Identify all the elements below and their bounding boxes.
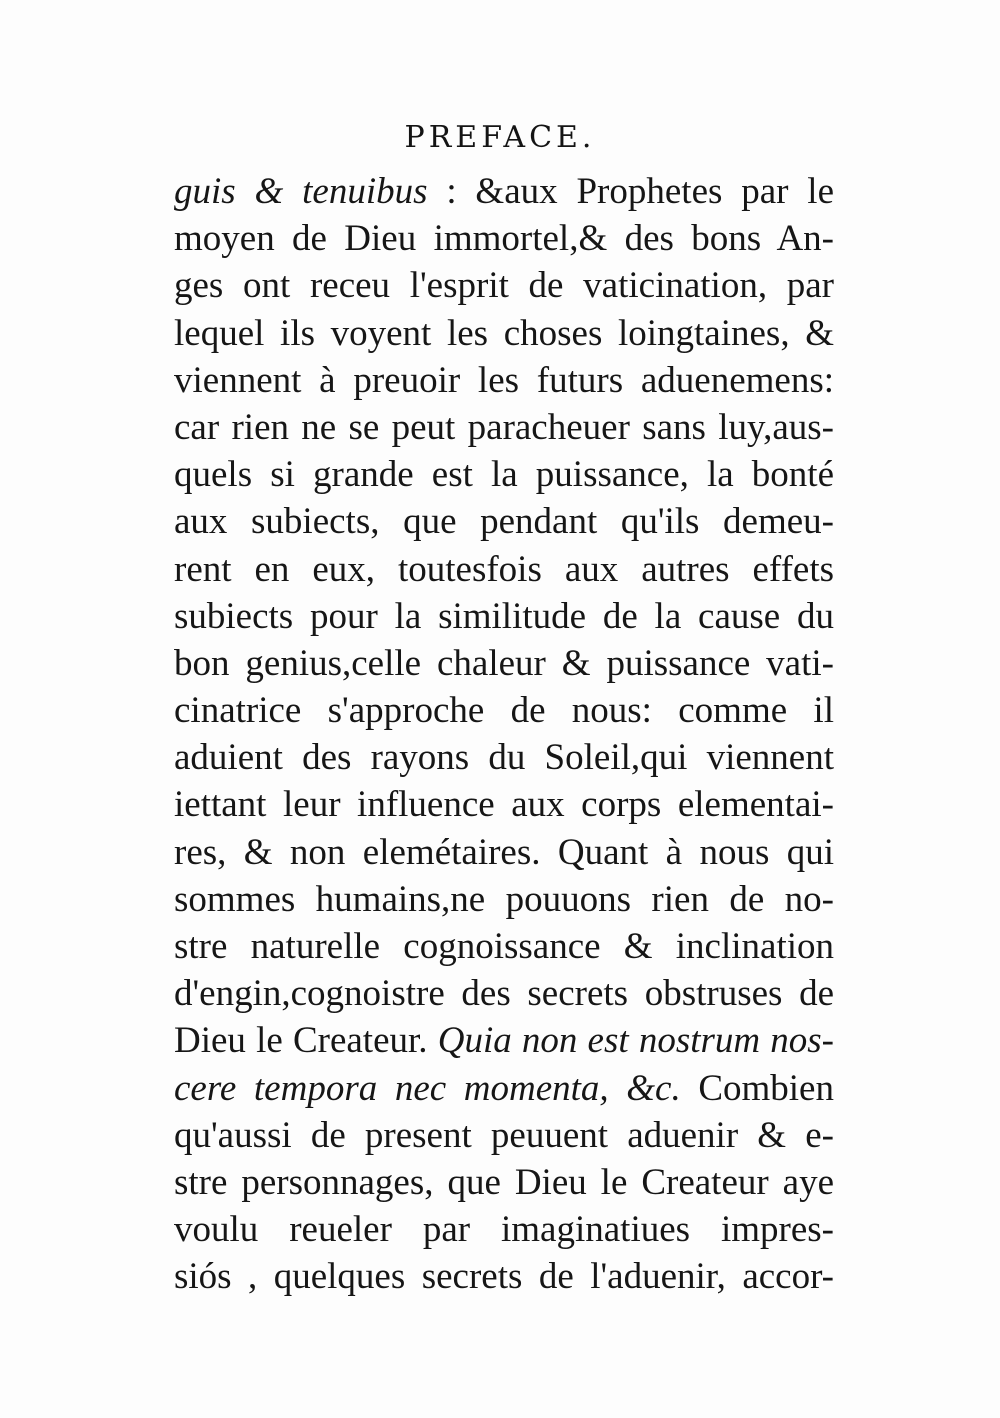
text-line bbox=[174, 781, 834, 828]
roman-text: siós , quelques secrets de l'aduenir, accor- bbox=[174, 1256, 834, 1298]
roman-text: subiects pour la similitude de la cause du bbox=[174, 595, 834, 637]
text-line bbox=[174, 970, 834, 1017]
text-line bbox=[174, 215, 834, 262]
roman-text: iettant leur influence aux corps elementai- bbox=[174, 784, 834, 826]
text-line bbox=[174, 357, 834, 404]
text-line bbox=[174, 1112, 834, 1159]
roman-text: cinatrice s'approche de nous: comme il bbox=[174, 690, 834, 732]
roman-text: aux subiects, que pendant qu'ils demeu- bbox=[174, 501, 834, 543]
roman-text: quels si grande est la puissance, la bonté bbox=[174, 454, 834, 496]
text-line bbox=[174, 404, 834, 451]
text-line bbox=[174, 262, 834, 309]
roman-text: ges ont receu l'esprit de vaticination, par bbox=[174, 265, 834, 307]
roman-text: res, & non elemétaires. Quant à nous qui bbox=[174, 831, 834, 873]
roman-text: qu'aussi de present peuuent aduenir & e- bbox=[174, 1114, 834, 1156]
text-line bbox=[174, 593, 834, 640]
roman-text: car rien ne se peut paracheuer sans luy,aus- bbox=[174, 406, 834, 448]
roman-text: sommes humains,ne pouuons rien de no- bbox=[174, 878, 834, 920]
italic-text: cere tempora nec momenta, &c. bbox=[174, 1067, 681, 1109]
running-header: PREFACE. bbox=[404, 120, 596, 155]
body-text bbox=[174, 168, 834, 1301]
roman-text: d'engin,cognoistre des secrets obstruses de bbox=[174, 973, 834, 1015]
roman-text: moyen de Dieu immortel,& des bons An- bbox=[174, 218, 834, 260]
text-line bbox=[174, 1253, 834, 1300]
text-line bbox=[174, 1159, 834, 1206]
roman-text: : &aux Prophetes par le bbox=[427, 171, 834, 212]
roman-text: rent en eux, toutesfois aux autres effets bbox=[174, 548, 834, 590]
italic-text: guis & tenuibus bbox=[174, 171, 428, 212]
text-line bbox=[174, 734, 834, 781]
text-line bbox=[174, 923, 834, 970]
roman-text: bon genius,celle chaleur & puissance vati- bbox=[174, 642, 834, 684]
roman-text: voulu reueler par imaginatiues impres- bbox=[174, 1209, 834, 1251]
roman-text: lequel ils voyent les choses loingtaines, & bbox=[174, 312, 834, 354]
italic-text: Quia non est nostrum nos- bbox=[437, 1020, 834, 1062]
text-line bbox=[174, 310, 834, 357]
text-line bbox=[174, 1206, 834, 1253]
text-line bbox=[174, 1065, 834, 1112]
roman-text: stre naturelle cognoissance & inclination bbox=[174, 926, 834, 967]
roman-text: Dieu le Createur. bbox=[174, 1020, 438, 1062]
text-line bbox=[174, 498, 834, 545]
text-line bbox=[174, 1017, 834, 1064]
text-line bbox=[174, 546, 834, 593]
text-line bbox=[174, 876, 834, 923]
roman-text: Combien bbox=[680, 1067, 834, 1109]
text-line bbox=[174, 168, 834, 215]
text-line bbox=[174, 687, 834, 734]
roman-text: stre personnages, que Dieu le Createur aye bbox=[174, 1161, 834, 1203]
text-line bbox=[174, 640, 834, 687]
roman-text: viennent à preuoir les futurs aduenemens: bbox=[174, 359, 834, 401]
text-line bbox=[174, 829, 834, 876]
roman-text: aduient des rayons du Soleil,qui viennent bbox=[174, 737, 834, 779]
text-line bbox=[174, 451, 834, 498]
